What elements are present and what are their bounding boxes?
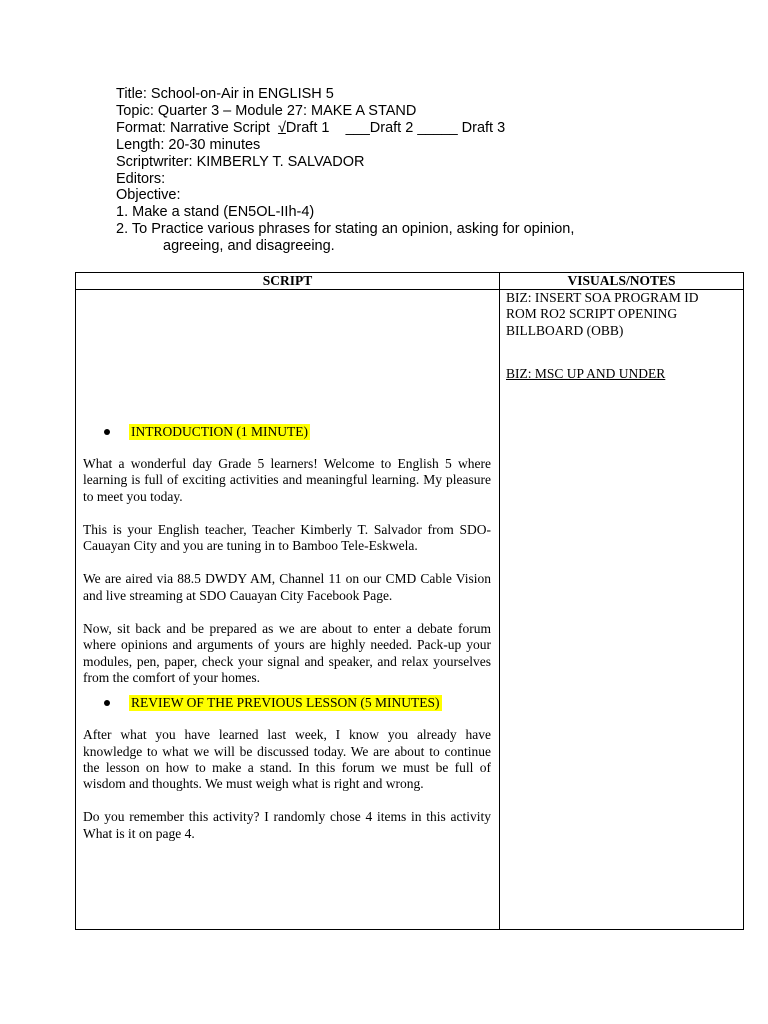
bullet-icon <box>104 429 110 435</box>
notes-cell <box>500 290 744 930</box>
script-paragraph: What a wonderful day Grade 5 learners! Welcome to English 5 where learning is full of exciting activities and meaningful learning. My pleasure to meet you today. <box>83 456 491 504</box>
editors-line: Editors: <box>116 170 166 187</box>
draft2-label: Draft 2 <box>369 119 418 136</box>
scriptwriter-line: Scriptwriter: KIMBERLY T. SALVADOR <box>116 153 365 170</box>
script-column-header: SCRIPT <box>76 273 500 290</box>
objective-item-2: 2. To Practice various phrases for stating an opinion, asking for opinion, <box>116 221 575 238</box>
script-paragraph: After what you have learned last week, I know you already have knowledge to what we will be discussed today. We are about to continue the lesson on how to make a stand. In this forum we must be full of wisdom and thoughts. We must weigh what is right and wrong. <box>83 727 491 792</box>
table-row <box>76 290 744 930</box>
objective-label: Objective: <box>116 187 181 204</box>
notes-line: BIZ: INSERT SOA PROGRAM ID <box>506 290 699 305</box>
intro-heading: INTRODUCTION (1 MINUTE) <box>131 423 308 439</box>
length-line: Length: 20-30 minutes <box>116 136 261 153</box>
format-prefix: Format: Narrative Script <box>116 119 278 136</box>
review-heading: REVIEW OF THE PREVIOUS LESSON (5 MINUTES) <box>131 695 440 711</box>
notes-line: ROM RO2 SCRIPT OPENING <box>506 306 678 322</box>
document-header <box>116 86 736 255</box>
draft3-blank: _____ <box>417 119 458 136</box>
title-line: Title: School-on-Air in ENGLISH 5 <box>116 86 334 102</box>
objective-item-1: 1. Make a stand (EN5OL-IIh-4) <box>116 204 315 221</box>
script-table <box>75 272 744 930</box>
format-line <box>116 120 736 137</box>
script-paragraph: Now, sit back and be prepared as we are about to enter a debate forum where opinions and arguments of yours are highly needed. Pack-up your modules, pen, paper, check your signal and speaker, and relax yourselves from the comfort of your homes. <box>83 621 491 685</box>
draft1-label: Draft 1 <box>285 119 330 136</box>
table-header-row <box>76 273 744 290</box>
script-paragraph: We are aired via 88.5 DWDY AM, Channel 11 on our CMD Cable Vision and live streaming at SDO Cauayan City Facebook Page. <box>83 571 491 603</box>
draft1-check: √ <box>277 119 286 136</box>
draft2-blank: ___ <box>345 119 370 136</box>
notes-column-header: VISUALS/NOTES <box>500 273 744 290</box>
notes-line: BIZ: MSC UP AND UNDER <box>506 365 666 381</box>
objective-item-2-cont: agreeing, and disagreeing. <box>163 238 335 255</box>
script-paragraph: Do you remember this activity? I randomly chose 4 items in this activity What is it on page 4. <box>83 809 491 841</box>
intro-bullet <box>83 423 491 441</box>
topic-line: Topic: Quarter 3 – Module 27: MAKE A STAND <box>116 102 417 119</box>
review-bullet <box>83 694 491 712</box>
draft3-label: Draft 3 <box>457 119 506 136</box>
script-paragraph: This is your English teacher, Teacher Kimberly T. Salvador from SDO-Cauayan City and you are tuning in to Bamboo Tele-Eskwela. <box>83 521 491 554</box>
script-cell <box>76 290 500 930</box>
bullet-icon <box>104 700 110 706</box>
notes-line: BILLBOARD (OBB) <box>506 322 624 338</box>
